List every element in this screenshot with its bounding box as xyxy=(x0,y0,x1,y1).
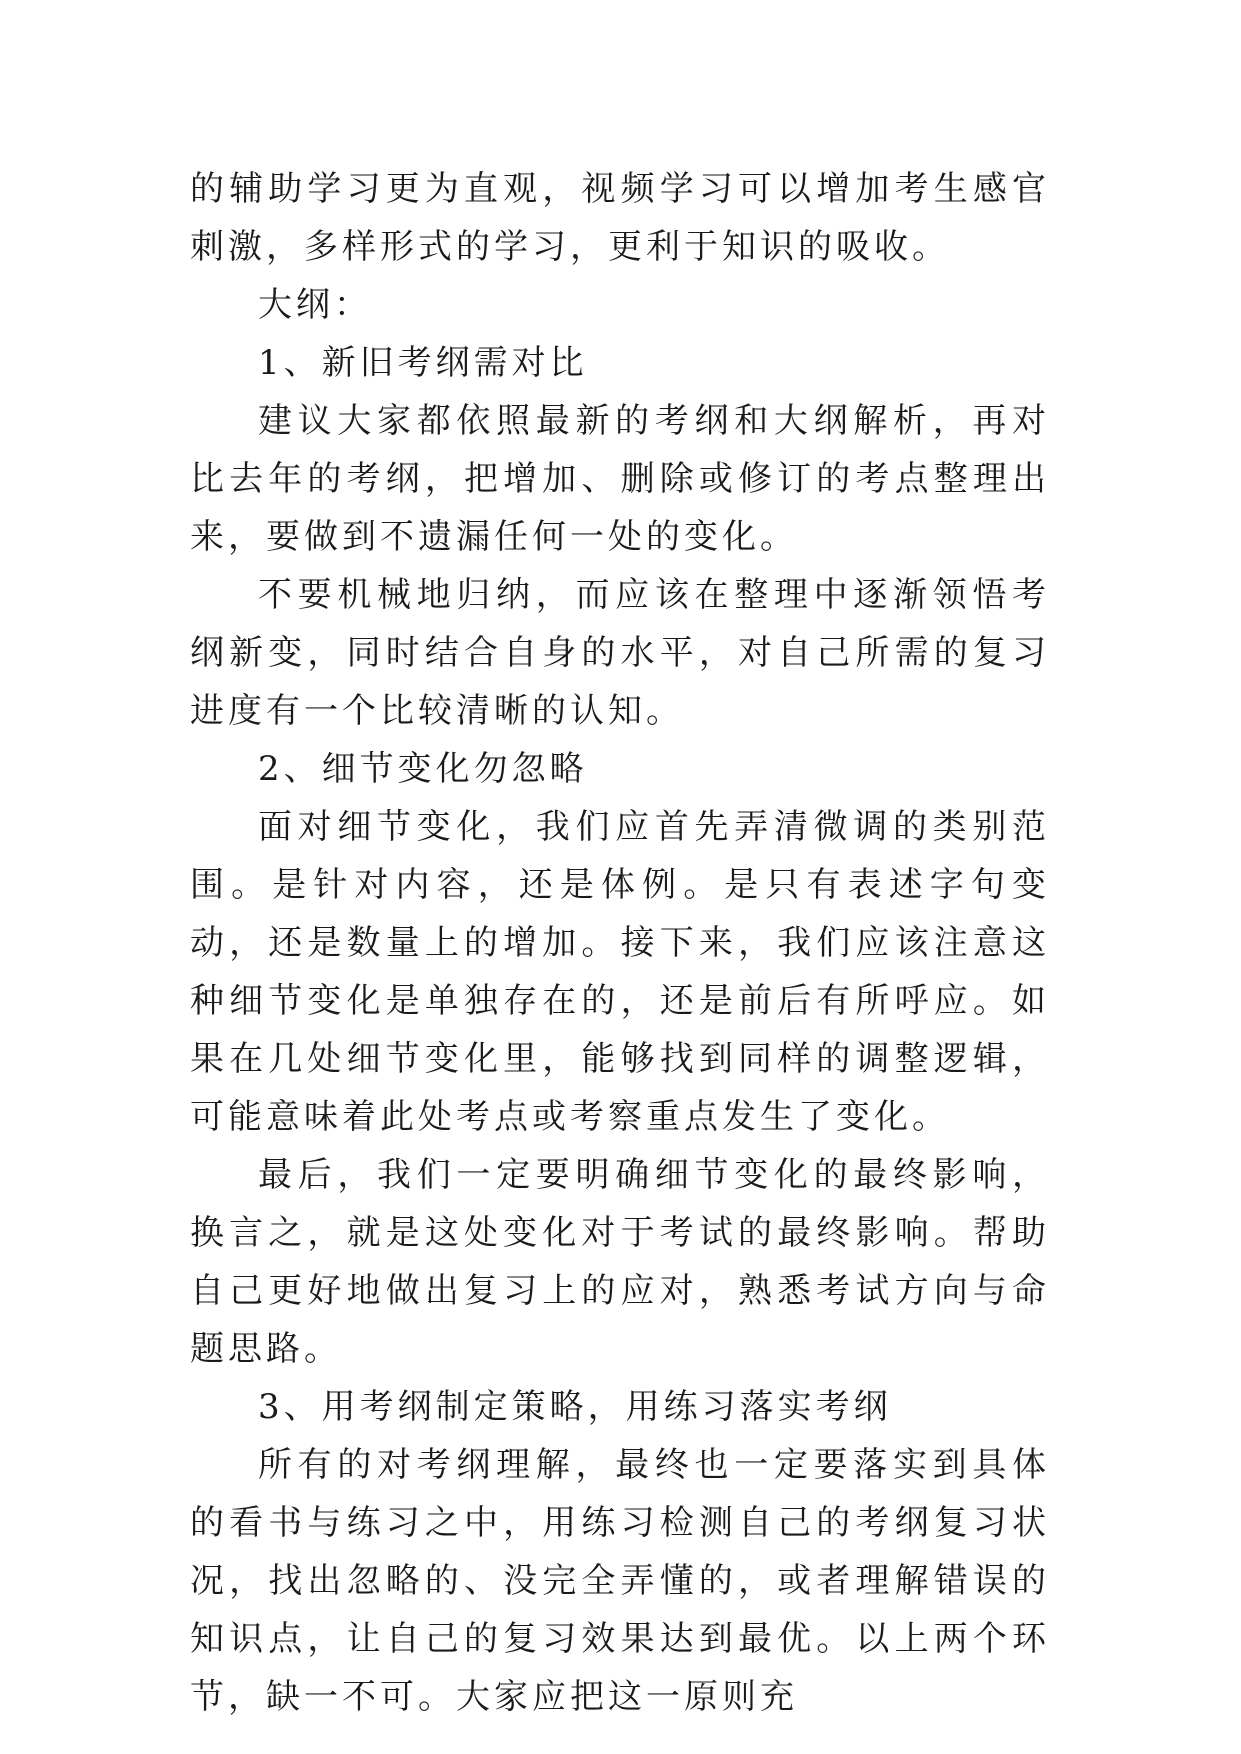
section-heading-2: 2、细节变化勿忽略 xyxy=(258,749,588,789)
paragraph-detail-changes: 面对细节变化，我们应首先弄清微调的类别范围。是针对内容，还是体例。是只有表述字句变动，还是数量上的增加。接下来，我们应该注意这种细节变化是单独存在的，还是前后有所呼应。如果在几处细节变化里，能够找到同样的调整逻辑，可能意味着此处考点或考察重点发生了变化。 xyxy=(190,807,1050,1137)
paragraph-practice: 所有的对考纲理解，最终也一定要落实到具体的看书与练习之中，用练习检测自己的考纲复习状况，找出忽略的、没完全弄懂的，或者理解错误的知识点，让自己的复习效果达到最优。以上两个环节，缺一不可。大家应把这一原则充 xyxy=(190,1445,1050,1717)
paragraph-outline-heading: 大纲： xyxy=(258,285,372,325)
section-heading-1: 1、新旧考纲需对比 xyxy=(258,343,588,383)
paragraph-not-mechanical: 不要机械地归纳，而应该在整理中逐渐领悟考纲新变，同时结合自身的水平，对自己所需的复习进度有一个比较清晰的认知。 xyxy=(190,575,1050,731)
paragraph-final-impact: 最后，我们一定要明确细节变化的最终影响，换言之，就是这处变化对于考试的最终影响。帮助自己更好地做出复习上的应对，熟悉考试方向与命题思路。 xyxy=(190,1155,1050,1369)
document-body xyxy=(190,160,1050,1726)
section-heading-3: 3、用考纲制定策略，用练习落实考纲 xyxy=(258,1387,892,1427)
paragraph-compare-syllabus: 建议大家都依照最新的考纲和大纲解析，再对比去年的考纲，把增加、删除或修订的考点整理出来，要做到不遗漏任何一处的变化。 xyxy=(190,401,1050,557)
paragraph-intro-continuation: 的辅助学习更为直观，视频学习可以增加考生感官刺激，多样形式的学习，更利于知识的吸收。 xyxy=(190,169,1050,267)
